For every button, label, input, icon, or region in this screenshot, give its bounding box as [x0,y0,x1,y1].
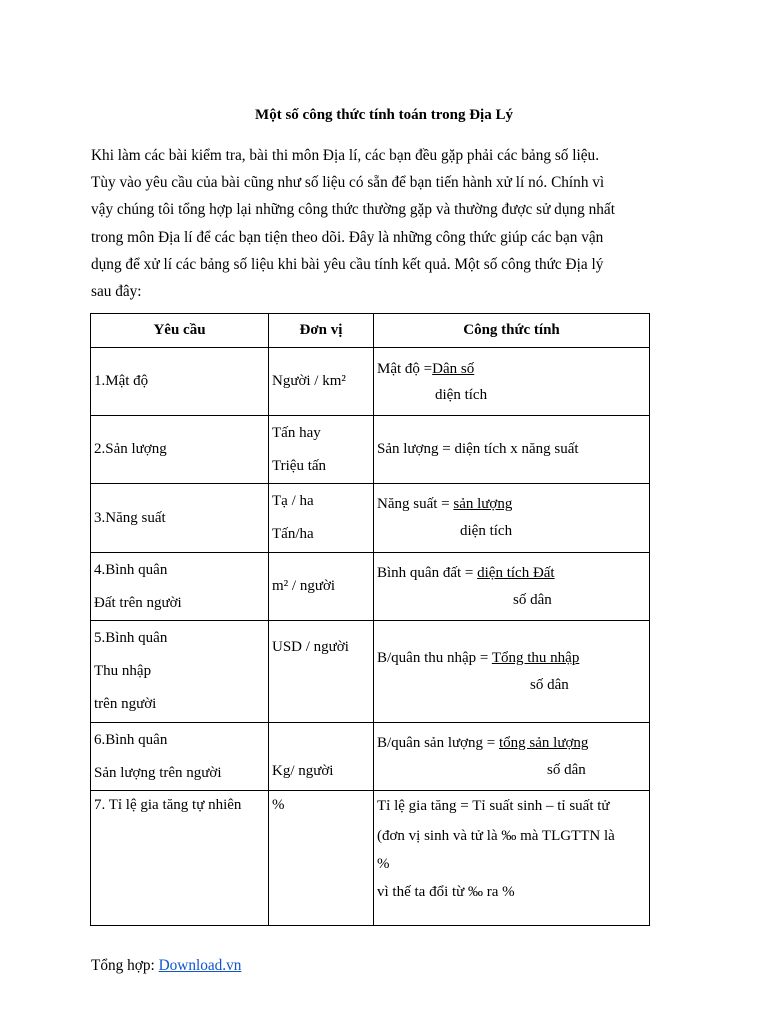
intro-line: Khi làm các bài kiểm tra, bài thi môn Địa lí, các bạn đều gặp phải các bảng số liệu. [91,147,600,164]
formula-cell: B/quân thu nhập = Tổng thu nhập số dân [374,621,650,723]
requirement-cell: 2.Sản lượng [91,416,269,484]
table-row [91,416,650,484]
intro-line: Tùy vào yêu cầu của bài cũng như số liệu có sẵn để bạn tiến hành xử lí nó. Chính vì [91,174,605,192]
table-row [91,348,650,416]
intro-line: dụng để xử lí các bảng số liệu khi bài yêu cầu tính kết quả. Một số công thức Địa lý [91,255,604,273]
source-label: Tổng hợp: [91,957,159,974]
unit-cell: Tấn hay Triệu tấn [269,416,374,484]
table-header-row [91,314,650,348]
requirement-cell: 3.Năng suất [91,484,269,553]
intro-line: trong môn Địa lí để các bạn tiện theo dõi. Đây là những công thức giúp các bạn vận [91,228,604,246]
table-row [91,723,650,791]
unit-cell: m² / người [269,553,374,621]
source-link[interactable]: Download.vn [158,957,242,974]
requirement-cell: 1.Mật độ [91,348,269,416]
formula-cell: B/quân sản lượng = tổng sản lượng số dân [374,723,650,791]
intro-paragraph [91,142,671,305]
intro-line: sau đây: [91,283,142,301]
table-row [91,553,650,621]
requirement-cell: 7. Tỉ lệ gia tăng tự nhiên [91,791,269,926]
formula-cell: Tỉ lệ gia tăng = Tỉ suất sinh – tỉ suất tử (đơn vị sinh và tử là ‰ mà TLGTTN là % vì thế ta đổi từ ‰ ra % [374,791,650,926]
requirement-cell: 5.Bình quân Thu nhập trên người [91,621,269,723]
formula-denominator: diện tích [435,386,488,403]
unit-cell: USD / người [269,621,374,723]
requirement-cell: 6.Bình quân Sản lượng trên người [91,723,269,791]
table-row [91,791,650,926]
formula-cell: Năng suất = sản lượng diện tích [374,484,650,553]
unit-cell: % [269,791,374,926]
formula-numerator: diện tích Đất [477,564,555,581]
document-title: Một số công thức tính toán trong Địa Lý [255,107,513,123]
formula-denominator: số dân [547,761,586,778]
unit-cell: Tạ / ha Tấn/ha [269,484,374,553]
formula-denominator: diện tích [460,523,513,539]
formula-cell: Sản lượng = diện tích x năng suất [374,416,650,484]
header-unit: Đơn vị [269,314,374,348]
formula-numerator: Tổng thu nhập [491,649,580,666]
header-formula: Công thức tính [374,314,650,348]
formula-numerator: sản lượng [453,496,513,512]
source-line [91,957,241,975]
header-requirement: Yêu cầu [91,314,269,348]
table-row [91,484,650,553]
requirement-cell: 4.Bình quân Đất trên người [91,553,269,621]
formula-denominator: số dân [530,676,569,693]
formula-table [90,313,650,926]
formula-numerator: tổng sản lượng [499,734,589,751]
formula-numerator: Dân số [432,360,475,377]
formula-cell: Bình quân đất = diện tích Đất số dân [374,553,650,621]
formula-denominator: số dân [513,591,552,608]
formula-cell: Mật độ =Dân số diện tích [374,348,650,416]
unit-cell: Kg/ người [269,723,374,791]
intro-line: vậy chúng tôi tổng hợp lại những công thức thường gặp và thường được sử dụng nhất [91,201,615,219]
table-row [91,621,650,723]
unit-cell: Người / km² [269,348,374,416]
